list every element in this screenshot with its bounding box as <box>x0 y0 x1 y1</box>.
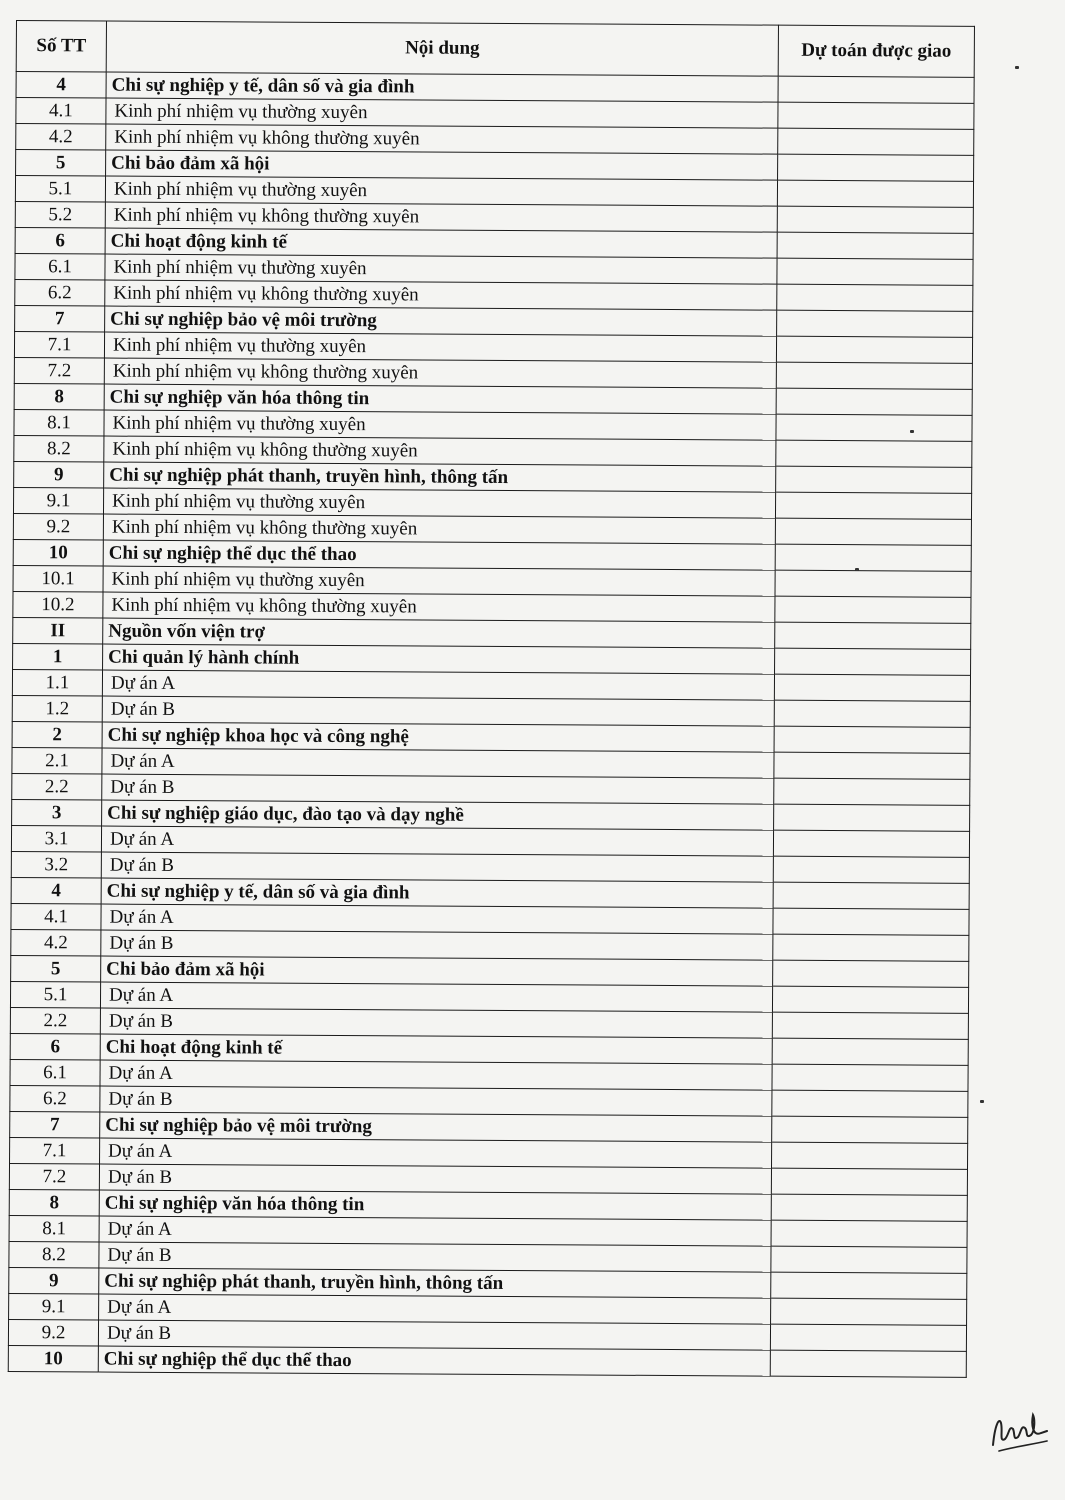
row-stt: 10 <box>13 539 103 566</box>
row-stt: 3.2 <box>11 851 101 878</box>
row-budget <box>771 1220 967 1247</box>
row-content: Kinh phí nhiệm vụ thường xuyên <box>103 488 775 518</box>
row-stt: 6 <box>15 227 105 254</box>
row-budget <box>772 1064 968 1091</box>
row-stt: 10.1 <box>13 565 103 592</box>
row-budget <box>778 154 974 181</box>
header-content: Nội dung <box>106 21 778 76</box>
row-content: Kinh phí nhiệm vụ thường xuyên <box>105 176 777 206</box>
row-stt: 5 <box>16 150 106 177</box>
row-content: Kinh phí nhiệm vụ không thường xuyên <box>106 124 778 154</box>
row-content: Dự án B <box>102 696 774 726</box>
row-content: Chi sự nghiệp giáo dục, đào tạo và dạy nghề <box>102 800 774 830</box>
row-budget <box>776 440 972 467</box>
row-content: Chi hoạt động kinh tế <box>100 1034 772 1064</box>
scan-speck <box>910 430 914 433</box>
row-stt: 2.2 <box>12 773 102 800</box>
row-content: Dự án A <box>102 670 774 700</box>
row-stt: II <box>13 617 103 644</box>
row-budget <box>775 492 971 519</box>
row-stt: 5.1 <box>10 981 100 1008</box>
row-stt: 6.2 <box>15 279 105 306</box>
row-budget <box>773 856 969 883</box>
row-stt: 8.2 <box>9 1241 99 1268</box>
row-content: Kinh phí nhiệm vụ thường xuyên <box>103 566 775 596</box>
row-content: Kinh phí nhiệm vụ không thường xuyên <box>105 202 777 232</box>
row-budget <box>773 830 969 857</box>
row-budget <box>774 804 970 831</box>
row-budget <box>771 1168 967 1195</box>
row-stt: 8 <box>14 383 104 410</box>
row-budget <box>772 986 968 1013</box>
row-content: Dự án B <box>100 1086 772 1116</box>
row-stt: 8.2 <box>14 435 104 462</box>
row-content: Dự án A <box>100 1060 772 1090</box>
row-budget <box>772 1142 968 1169</box>
budget-table <box>8 20 975 1378</box>
row-stt: 9 <box>9 1267 99 1294</box>
header-stt: Số TT <box>16 21 106 73</box>
row-budget <box>771 1298 967 1325</box>
table-body <box>8 72 974 1378</box>
row-content: Kinh phí nhiệm vụ thường xuyên <box>104 410 776 440</box>
row-budget <box>771 1246 967 1273</box>
row-budget <box>778 76 974 103</box>
row-content: Kinh phí nhiệm vụ không thường xuyên <box>103 592 775 622</box>
row-stt: 10 <box>8 1345 98 1372</box>
row-content: Dự án A <box>102 748 774 778</box>
row-content: Kinh phí nhiệm vụ không thường xuyên <box>104 358 776 388</box>
row-stt: 1 <box>13 643 103 670</box>
row-stt: 1.1 <box>12 669 102 696</box>
row-content: Chi sự nghiệp phát thanh, truyền hình, thông tấn <box>99 1268 771 1298</box>
row-stt: 9 <box>14 461 104 488</box>
row-content: Dự án B <box>102 774 774 804</box>
row-stt: 7 <box>15 305 105 332</box>
row-budget <box>778 102 974 129</box>
row-budget <box>776 414 972 441</box>
row-content: Dự án B <box>101 852 773 882</box>
scan-speck <box>855 568 859 571</box>
row-budget <box>772 1116 968 1143</box>
table-header-row <box>16 21 974 78</box>
row-content: Dự án A <box>101 826 773 856</box>
row-stt: 9.2 <box>13 513 103 540</box>
row-content: Chi sự nghiệp bảo vệ môi trường <box>100 1112 772 1142</box>
row-stt: 3 <box>12 799 102 826</box>
row-content: Dự án A <box>100 982 772 1012</box>
row-budget <box>776 362 972 389</box>
row-budget <box>774 752 970 779</box>
row-budget <box>775 518 971 545</box>
row-stt: 5.2 <box>15 201 105 228</box>
row-budget <box>772 1012 968 1039</box>
row-budget <box>778 128 974 155</box>
row-content: Chi bảo đảm xã hội <box>101 956 773 986</box>
row-stt: 2 <box>12 721 102 748</box>
row-content: Dự án A <box>99 1216 771 1246</box>
row-stt: 4.2 <box>11 929 101 956</box>
row-content: Kinh phí nhiệm vụ thường xuyên <box>105 254 777 284</box>
row-budget <box>774 674 970 701</box>
row-content: Chi sự nghiệp y tế, dân số và gia đình <box>101 878 773 908</box>
row-budget <box>777 180 973 207</box>
row-budget <box>771 1194 967 1221</box>
row-content: Chi sự nghiệp thể dục thể thao <box>103 540 775 570</box>
row-content: Chi sự nghiệp thể dục thể thao <box>98 1346 770 1376</box>
header-budget: Dự toán được giao <box>778 25 974 77</box>
row-stt: 7.2 <box>9 1163 99 1190</box>
row-budget <box>773 934 969 961</box>
row-stt: 6.1 <box>15 253 105 280</box>
row-budget <box>777 284 973 311</box>
scan-speck <box>1015 66 1019 69</box>
row-content: Dự án A <box>101 904 773 934</box>
row-content: Chi hoạt động kinh tế <box>105 228 777 258</box>
row-budget <box>777 310 973 337</box>
row-stt: 2.2 <box>10 1007 100 1034</box>
row-budget <box>770 1324 966 1351</box>
row-stt: 6.2 <box>10 1085 100 1112</box>
row-budget <box>776 336 972 363</box>
row-budget <box>777 258 973 285</box>
row-stt: 7.1 <box>10 1137 100 1164</box>
row-budget <box>775 570 971 597</box>
row-content: Dự án B <box>101 930 773 960</box>
row-content: Kinh phí nhiệm vụ thường xuyên <box>106 98 778 128</box>
row-budget <box>773 908 969 935</box>
row-content: Chi sự nghiệp bảo vệ môi trường <box>105 306 777 336</box>
row-content: Dự án B <box>99 1242 771 1272</box>
row-content: Kinh phí nhiệm vụ không thường xuyên <box>104 436 776 466</box>
row-stt: 8 <box>9 1189 99 1216</box>
row-budget <box>775 648 971 675</box>
row-budget <box>773 960 969 987</box>
row-content: Kinh phí nhiệm vụ thường xuyên <box>104 332 776 362</box>
row-content: Chi sự nghiệp phát thanh, truyền hình, thông tấn <box>104 462 776 492</box>
row-budget <box>772 1038 968 1065</box>
row-content: Dự án B <box>98 1320 770 1350</box>
row-budget <box>776 466 972 493</box>
row-budget <box>772 1090 968 1117</box>
row-content: Dự án A <box>99 1294 771 1324</box>
row-content: Kinh phí nhiệm vụ không thường xuyên <box>103 514 775 544</box>
scan-speck <box>980 1100 984 1103</box>
row-budget <box>771 1272 967 1299</box>
row-stt: 4.2 <box>16 124 106 151</box>
row-content: Dự án A <box>100 1138 772 1168</box>
row-content: Chi sự nghiệp văn hóa thông tin <box>104 384 776 414</box>
row-stt: 3.1 <box>11 825 101 852</box>
row-content: Chi sự nghiệp văn hóa thông tin <box>99 1190 771 1220</box>
row-stt: 4.1 <box>16 98 106 125</box>
row-budget <box>770 1350 966 1377</box>
row-stt: 7 <box>10 1111 100 1138</box>
row-stt: 7.1 <box>14 331 104 358</box>
row-budget <box>774 778 970 805</box>
row-content: Nguồn vốn viện trợ <box>103 618 775 648</box>
row-stt: 2.1 <box>12 747 102 774</box>
row-budget <box>775 596 971 623</box>
row-stt: 1.2 <box>12 695 102 722</box>
row-stt: 4.1 <box>11 903 101 930</box>
row-content: Chi quản lý hành chính <box>103 644 775 674</box>
row-budget <box>776 388 972 415</box>
row-stt: 9.1 <box>13 487 103 514</box>
row-budget <box>773 882 969 909</box>
row-stt: 8.1 <box>9 1215 99 1242</box>
row-budget <box>774 726 970 753</box>
row-stt: 10.2 <box>13 591 103 618</box>
row-content: Chi sự nghiệp khoa học và công nghệ <box>102 722 774 752</box>
row-content: Chi sự nghiệp y tế, dân số và gia đình <box>106 72 778 102</box>
row-content: Dự án B <box>99 1164 771 1194</box>
row-budget <box>775 544 971 571</box>
row-budget <box>777 206 973 233</box>
row-stt: 5 <box>11 955 101 982</box>
row-stt: 6 <box>10 1033 100 1060</box>
row-stt: 4 <box>11 877 101 904</box>
row-content: Kinh phí nhiệm vụ không thường xuyên <box>105 280 777 310</box>
row-stt: 6.1 <box>10 1059 100 1086</box>
row-stt: 8.1 <box>14 409 104 436</box>
row-budget <box>774 700 970 727</box>
row-stt: 9.1 <box>9 1293 99 1320</box>
table-row <box>8 1345 966 1377</box>
row-stt: 4 <box>16 72 106 99</box>
row-budget <box>777 232 973 259</box>
signature-icon <box>985 1395 1055 1465</box>
row-stt: 5.1 <box>15 176 105 203</box>
row-budget <box>775 622 971 649</box>
row-content: Dự án B <box>100 1008 772 1038</box>
row-stt: 7.2 <box>14 357 104 384</box>
row-content: Chi bảo đảm xã hội <box>106 150 778 180</box>
row-stt: 9.2 <box>8 1319 98 1346</box>
